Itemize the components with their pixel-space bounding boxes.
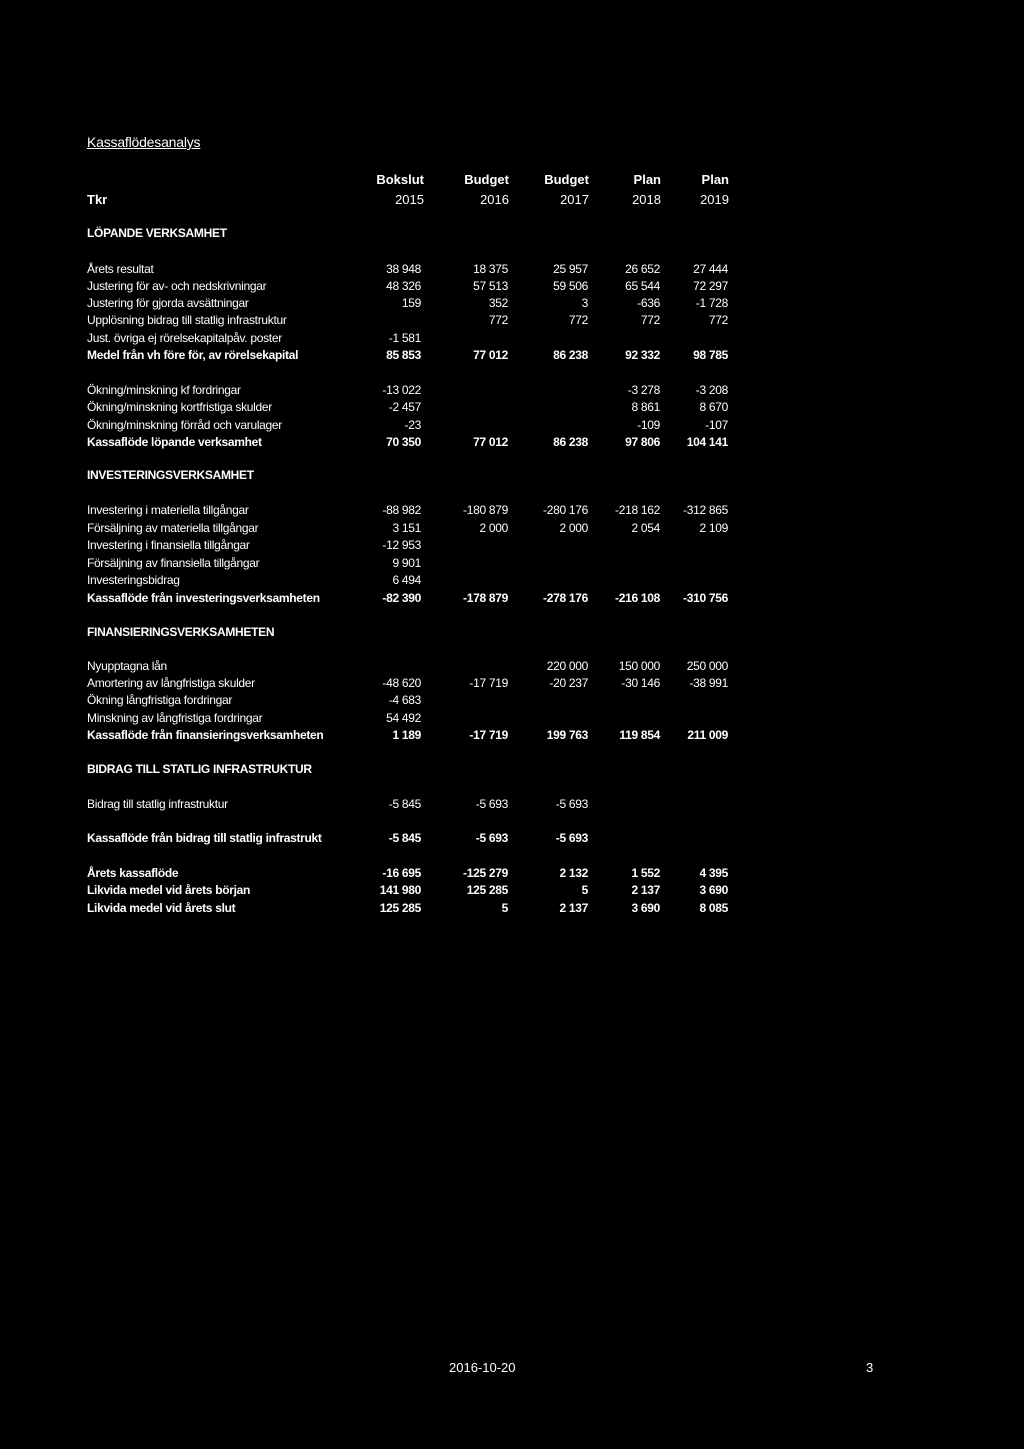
row-label: Upplösning bidrag till statlig infrastruktur — [87, 313, 287, 327]
row-value: -88 982 — [382, 503, 421, 517]
row-label: Nyupptagna lån — [87, 659, 167, 673]
row-value: 2 109 — [699, 521, 728, 535]
table-row — [0, 418, 1024, 436]
table-row — [0, 331, 1024, 349]
row-value: 72 297 — [693, 279, 728, 293]
table-row — [0, 503, 1024, 521]
row-value: -216 108 — [615, 591, 660, 605]
row-value: -310 756 — [683, 591, 728, 605]
column-header-kind: Budget — [544, 172, 589, 187]
table-row — [0, 383, 1024, 401]
row-value: -125 279 — [463, 866, 508, 880]
row-value: 77 012 — [473, 435, 508, 449]
row-value: -17 719 — [469, 676, 508, 690]
row-value: -5 693 — [555, 831, 588, 845]
row-label: Ökning långfristiga fordringar — [87, 693, 233, 707]
row-value: 1 552 — [631, 866, 660, 880]
row-label: Kassaflöde från finansieringsverksamheten — [87, 728, 324, 742]
row-value: 772 — [708, 313, 728, 327]
row-label: Just. övriga ej rörelsekapitalpåv. poster — [87, 331, 282, 345]
row-label: Minskning av långfristiga fordringar — [87, 711, 263, 725]
row-value: -278 176 — [543, 591, 588, 605]
row-label: Ökning/minskning kf fordringar — [87, 383, 241, 397]
row-value: 48 326 — [386, 279, 421, 293]
table-row — [0, 693, 1024, 711]
page-number: 3 — [866, 1360, 874, 1375]
row-value: -38 991 — [689, 676, 728, 690]
table-row — [0, 262, 1024, 280]
section-title-finansiering: FINANSIERINGSVERKSAMHETEN — [87, 625, 275, 639]
row-value: 3 690 — [699, 883, 728, 897]
table-row — [0, 313, 1024, 331]
column-header-year: 2017 — [560, 192, 589, 207]
row-label: Försäljning av finansiella tillgångar — [87, 556, 260, 570]
row-label: Årets resultat — [87, 262, 154, 276]
row-value: 54 492 — [386, 711, 421, 725]
table-row — [0, 728, 1024, 746]
row-value: -3 278 — [627, 383, 660, 397]
row-value: 65 544 — [625, 279, 660, 293]
row-value: 86 238 — [553, 348, 588, 362]
row-value: 2 000 — [479, 521, 508, 535]
row-label: Investeringsbidrag — [87, 573, 180, 587]
table-row — [0, 348, 1024, 366]
row-value: -180 879 — [463, 503, 508, 517]
column-header-year: 2015 — [395, 192, 424, 207]
row-value: -1 581 — [388, 331, 421, 345]
row-value: 772 — [640, 313, 660, 327]
row-label: Bidrag till statlig infrastruktur — [87, 797, 228, 811]
row-value: -109 — [637, 418, 660, 432]
row-value: 2 000 — [559, 521, 588, 535]
row-value: 26 652 — [625, 262, 660, 276]
table-row — [0, 659, 1024, 677]
row-value: 2 054 — [631, 521, 660, 535]
row-label: Justering för av- och nedskrivningar — [87, 279, 267, 293]
row-value: -1 728 — [695, 296, 728, 310]
column-header-year: 2016 — [480, 192, 509, 207]
row-value: 8 861 — [631, 400, 660, 414]
row-label: Medel från vh före för, av rörelsekapital — [87, 348, 299, 362]
row-label: Kassaflöde löpande verksamhet — [87, 435, 262, 449]
row-value: -218 162 — [615, 503, 660, 517]
row-value: 2 137 — [631, 883, 660, 897]
row-value: 4 395 — [699, 866, 728, 880]
row-value: -5 693 — [475, 797, 508, 811]
row-value: -5 693 — [475, 831, 508, 845]
table-row — [0, 435, 1024, 453]
row-value: 25 957 — [553, 262, 588, 276]
row-value: 2 132 — [559, 866, 588, 880]
column-header-kind: Budget — [464, 172, 509, 187]
row-value: 104 141 — [686, 435, 728, 449]
table-row — [0, 521, 1024, 539]
row-value: -636 — [637, 296, 660, 310]
row-value: 9 901 — [392, 556, 421, 570]
table-row — [0, 538, 1024, 556]
row-label: Kassaflöde från bidrag till statlig infrastrukt — [87, 831, 322, 845]
row-label: Ökning/minskning förråd och varulager — [87, 418, 283, 432]
row-value: 38 948 — [386, 262, 421, 276]
row-value: -16 695 — [382, 866, 421, 880]
table-row — [0, 591, 1024, 609]
row-value: -17 719 — [469, 728, 508, 742]
row-value: 92 332 — [625, 348, 660, 362]
row-value: 77 012 — [473, 348, 508, 362]
row-value: 86 238 — [553, 435, 588, 449]
row-label: Likvida medel vid årets början — [87, 883, 251, 897]
row-value: 8 085 — [699, 901, 728, 915]
row-value: -280 176 — [543, 503, 588, 517]
row-value: 59 506 — [553, 279, 588, 293]
row-value: 772 — [488, 313, 508, 327]
row-value: -3 208 — [695, 383, 728, 397]
row-value: 18 375 — [473, 262, 508, 276]
row-value: -23 — [404, 418, 421, 432]
section-title-investering: INVESTERINGSVERKSAMHET — [87, 468, 254, 482]
section-title-bidrag: BIDRAG TILL STATLIG INFRASTRUKTUR — [87, 762, 312, 776]
row-value: 27 444 — [693, 262, 728, 276]
row-value: 159 — [401, 296, 421, 310]
row-value: 199 763 — [546, 728, 588, 742]
row-label: Investering i finansiella tillgångar — [87, 538, 250, 552]
row-label: Kassaflöde från investeringsverksamheten — [87, 591, 320, 605]
row-value: 3 151 — [392, 521, 421, 535]
table-row — [0, 866, 1024, 884]
section-title-lopande: LÖPANDE VERKSAMHET — [87, 226, 227, 240]
row-value: 125 285 — [379, 901, 421, 915]
row-label: Amortering av långfristiga skulder — [87, 676, 255, 690]
column-header-year: 2018 — [632, 192, 661, 207]
row-value: 772 — [568, 313, 588, 327]
table-row — [0, 556, 1024, 574]
row-value: 8 670 — [699, 400, 728, 414]
table-row — [0, 676, 1024, 694]
row-value: -312 865 — [683, 503, 728, 517]
row-value: -5 693 — [555, 797, 588, 811]
row-value: 5 — [501, 901, 508, 915]
row-value: -5 845 — [388, 797, 421, 811]
row-label: Årets kassaflöde — [87, 866, 179, 880]
row-value: -48 620 — [382, 676, 421, 690]
row-value: 141 980 — [379, 883, 421, 897]
row-value: 211 009 — [687, 728, 728, 742]
table-row — [0, 831, 1024, 849]
row-value: 6 494 — [392, 573, 421, 587]
row-value: 1 189 — [392, 728, 421, 742]
row-value: 3 690 — [631, 901, 660, 915]
page-title: Kassaflödesanalys — [87, 134, 201, 150]
row-value: -12 953 — [382, 538, 421, 552]
row-value: 2 137 — [559, 901, 588, 915]
row-value: -5 845 — [388, 831, 421, 845]
row-value: -13 022 — [382, 383, 421, 397]
row-value: 352 — [488, 296, 508, 310]
row-value: -107 — [705, 418, 728, 432]
row-value: 220 000 — [546, 659, 588, 673]
table-row — [0, 573, 1024, 591]
row-value: -20 237 — [549, 676, 588, 690]
row-value: -4 683 — [388, 693, 421, 707]
table-row — [0, 711, 1024, 729]
table-row — [0, 797, 1024, 815]
row-value: 70 350 — [386, 435, 421, 449]
footer-date: 2016-10-20 — [449, 1360, 516, 1375]
row-label: Investering i materiella tillgångar — [87, 503, 249, 517]
row-value: 97 806 — [625, 435, 660, 449]
column-header-kind: Plan — [701, 172, 729, 187]
row-value: 57 513 — [473, 279, 508, 293]
row-label: Likvida medel vid årets slut — [87, 901, 236, 915]
row-value: 98 785 — [693, 348, 728, 362]
row-value: 125 285 — [466, 883, 508, 897]
row-value: -178 879 — [463, 591, 508, 605]
row-label: Justering för gjorda avsättningar — [87, 296, 249, 310]
row-value: -2 457 — [388, 400, 421, 414]
column-header-year: 2019 — [700, 192, 729, 207]
column-header-kind: Plan — [633, 172, 661, 187]
row-value: 85 853 — [386, 348, 421, 362]
row-label: Försäljning av materiella tillgångar — [87, 521, 259, 535]
table-row — [0, 883, 1024, 901]
row-value: 150 000 — [618, 659, 660, 673]
row-value: -30 146 — [621, 676, 660, 690]
row-label: Ökning/minskning kortfristiga skulder — [87, 400, 272, 414]
table-row — [0, 296, 1024, 314]
row-value: 5 — [581, 883, 588, 897]
row-value: -82 390 — [382, 591, 421, 605]
column-header-kind: Bokslut — [376, 172, 424, 187]
table-row — [0, 279, 1024, 297]
table-row — [0, 901, 1024, 919]
unit-label: Tkr — [87, 192, 108, 207]
table-row — [0, 400, 1024, 418]
row-value: 3 — [581, 296, 588, 310]
row-value: 119 854 — [619, 728, 660, 742]
row-value: 250 000 — [686, 659, 728, 673]
